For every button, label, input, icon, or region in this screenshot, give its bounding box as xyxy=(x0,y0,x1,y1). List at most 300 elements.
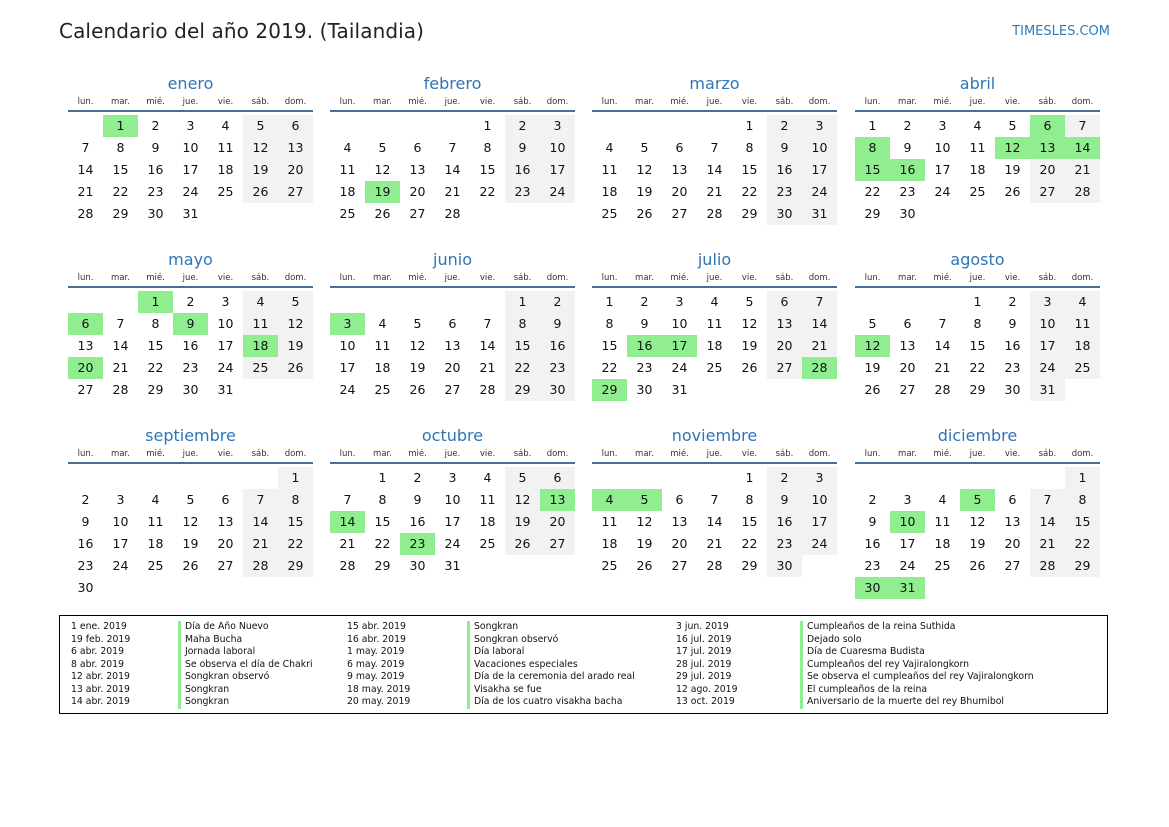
weekday-label: mar. xyxy=(373,97,392,107)
day-cell: 17 xyxy=(899,536,916,551)
legend-item xyxy=(347,646,635,659)
empty-cell xyxy=(138,467,173,489)
day-cell: 24 xyxy=(444,536,461,551)
day-cell: 12 xyxy=(741,316,758,331)
empty-cell xyxy=(662,115,697,137)
month-title: enero xyxy=(167,74,214,93)
weekday-label: vie. xyxy=(217,449,234,459)
day-cell: 30 xyxy=(77,580,94,595)
legend-date: 16 jul. 2019 xyxy=(676,633,732,645)
day-cell: 6 xyxy=(1008,492,1017,507)
day-cell: 7 xyxy=(116,316,125,331)
day-cell: 28 xyxy=(1030,555,1065,577)
day-cell: 7 xyxy=(1065,115,1100,137)
holiday-day-cell: 18 xyxy=(243,335,278,357)
day-cell: 27 xyxy=(671,558,688,573)
legend-holiday-name: Se observa el día de Chakri xyxy=(178,659,313,672)
day-cell: 20 xyxy=(540,511,575,533)
day-cell: 31 xyxy=(802,203,837,225)
day-cell: 29 xyxy=(147,382,164,397)
day-cell: 19 xyxy=(278,335,313,357)
holiday-day-cell: 12 xyxy=(855,335,890,357)
weekday-label: lun. xyxy=(864,273,881,283)
day-cell: 17 xyxy=(540,159,575,181)
day-cell: 24 xyxy=(1030,357,1065,379)
weekday-label: vie. xyxy=(479,273,496,283)
legend-item xyxy=(676,634,1034,647)
legend-holiday-name: Día de Cuaresma Budista xyxy=(800,646,925,659)
weekday-label: vie. xyxy=(217,273,234,283)
header-rule xyxy=(855,286,1100,288)
day-cell: 23 xyxy=(182,360,199,375)
day-grid xyxy=(855,467,1100,599)
day-cell: 30 xyxy=(182,382,199,397)
day-cell: 6 xyxy=(448,316,457,331)
day-cell: 23 xyxy=(636,360,653,375)
day-cell: 4 xyxy=(938,492,947,507)
legend-holiday-name: El cumpleaños de la reina xyxy=(800,684,927,697)
holiday-day-cell: 20 xyxy=(68,357,103,379)
day-cell: 16 xyxy=(864,536,881,551)
weekday-label: mié. xyxy=(146,273,165,283)
weekday-label: jue. xyxy=(182,273,199,283)
day-cell: 25 xyxy=(601,558,618,573)
weekday-label: mié. xyxy=(670,449,689,459)
day-cell: 27 xyxy=(77,382,94,397)
day-cell: 13 xyxy=(444,338,461,353)
day-cell: 9 xyxy=(868,514,877,529)
day-cell: 4 xyxy=(243,291,278,313)
day-cell: 20 xyxy=(444,360,461,375)
day-cell: 13 xyxy=(671,162,688,177)
day-grid xyxy=(330,467,575,577)
legend-item xyxy=(71,684,313,697)
month-title: agosto xyxy=(950,250,1005,269)
holiday-day-cell: 8 xyxy=(855,137,890,159)
legend-item xyxy=(71,646,313,659)
day-cell: 24 xyxy=(112,558,129,573)
day-cell: 3 xyxy=(448,470,457,485)
day-cell: 21 xyxy=(802,335,837,357)
day-cell: 28 xyxy=(934,382,951,397)
day-cell: 22 xyxy=(147,360,164,375)
day-cell: 15 xyxy=(969,338,986,353)
weekday-label: jue. xyxy=(706,273,723,283)
legend-date: 29 jul. 2019 xyxy=(676,671,732,682)
month-mayo xyxy=(68,249,313,401)
day-cell: 15 xyxy=(505,335,540,357)
empty-cell xyxy=(662,467,697,489)
weekday-label: lun. xyxy=(601,97,618,107)
day-cell: 14 xyxy=(934,338,951,353)
legend-date: 20 may. 2019 xyxy=(347,696,411,707)
day-cell: 5 xyxy=(640,140,649,155)
day-cell: 22 xyxy=(864,184,881,199)
day-cell: 11 xyxy=(706,316,723,331)
legend-holiday-name: Jornada laboral xyxy=(178,646,255,659)
day-cell: 26 xyxy=(505,533,540,555)
legend-date: 17 jul. 2019 xyxy=(676,646,732,657)
day-cell: 2 xyxy=(767,115,802,137)
month-title: noviembre xyxy=(671,426,758,445)
holiday-legend xyxy=(59,615,1108,714)
weekday-label: vie. xyxy=(741,449,758,459)
day-cell: 6 xyxy=(767,291,802,313)
holiday-day-cell: 31 xyxy=(890,577,925,599)
day-cell: 19 xyxy=(864,360,881,375)
empty-cell xyxy=(592,115,627,137)
day-cell: 21 xyxy=(1030,533,1065,555)
legend-item xyxy=(347,671,635,684)
holiday-day-cell: 5 xyxy=(627,489,662,511)
day-grid xyxy=(855,115,1100,225)
day-cell: 3 xyxy=(802,467,837,489)
weekday-label: sáb. xyxy=(775,273,794,283)
day-cell: 22 xyxy=(374,536,391,551)
day-cell: 3 xyxy=(221,294,230,309)
empty-cell xyxy=(697,115,732,137)
day-cell: 25 xyxy=(706,360,723,375)
weekday-label: mié. xyxy=(670,97,689,107)
weekday-label: vie. xyxy=(217,97,234,107)
legend-holiday-name: Dejado solo xyxy=(800,634,862,647)
day-cell: 3 xyxy=(938,118,947,133)
holiday-day-cell: 1 xyxy=(103,115,138,137)
weekday-label: vie. xyxy=(1004,449,1021,459)
day-cell: 7 xyxy=(343,492,352,507)
day-cell: 9 xyxy=(540,313,575,335)
day-cell: 2 xyxy=(540,291,575,313)
day-cell: 26 xyxy=(636,558,653,573)
legend-item xyxy=(71,621,313,634)
day-cell: 11 xyxy=(339,162,356,177)
day-cell: 10 xyxy=(1030,313,1065,335)
day-cell: 17 xyxy=(112,536,129,551)
empty-cell xyxy=(400,115,435,137)
day-cell: 4 xyxy=(221,118,230,133)
weekday-label: mié. xyxy=(933,273,952,283)
legend-holiday-name: Vacaciones especiales xyxy=(467,659,578,672)
day-cell: 8 xyxy=(605,316,614,331)
day-cell: 15 xyxy=(1065,511,1100,533)
day-cell: 22 xyxy=(112,184,129,199)
weekday-label: vie. xyxy=(741,273,758,283)
day-cell: 30 xyxy=(767,203,802,225)
day-cell: 30 xyxy=(147,206,164,221)
legend-item xyxy=(676,684,1034,697)
day-grid xyxy=(592,115,837,225)
day-cell: 26 xyxy=(1004,184,1021,199)
day-cell: 17 xyxy=(802,159,837,181)
weekday-label: dom. xyxy=(284,273,307,283)
day-cell: 21 xyxy=(339,536,356,551)
empty-cell xyxy=(592,467,627,489)
legend-date: 12 ago. 2019 xyxy=(676,683,738,695)
legend-item xyxy=(676,671,1034,684)
legend-date: 8 abr. 2019 xyxy=(71,658,125,670)
day-cell: 25 xyxy=(934,558,951,573)
day-cell: 27 xyxy=(1004,558,1021,573)
day-cell: 13 xyxy=(409,162,426,177)
day-cell: 2 xyxy=(413,470,422,485)
holiday-day-cell: 16 xyxy=(890,159,925,181)
day-cell: 10 xyxy=(112,514,129,529)
day-cell: 4 xyxy=(973,118,982,133)
month-title: julio xyxy=(697,250,732,269)
legend-holiday-name: Día de Año Nuevo xyxy=(178,621,269,634)
day-cell: 16 xyxy=(182,338,199,353)
day-cell: 24 xyxy=(540,181,575,203)
day-cell: 18 xyxy=(601,184,618,199)
weekday-label: sáb. xyxy=(251,273,270,283)
day-cell: 27 xyxy=(278,181,313,203)
day-cell: 3 xyxy=(903,492,912,507)
month-octubre xyxy=(330,425,575,577)
day-cell: 23 xyxy=(147,184,164,199)
legend-item xyxy=(71,634,313,647)
day-cell: 7 xyxy=(243,489,278,511)
holiday-day-cell: 3 xyxy=(330,313,365,335)
day-cell: 10 xyxy=(934,140,951,155)
legend-item xyxy=(347,696,635,709)
day-cell: 25 xyxy=(217,184,234,199)
legend-holiday-name: Se observa el cumpleaños del rey Vajiralongkorn xyxy=(800,671,1034,684)
day-cell: 5 xyxy=(1008,118,1017,133)
day-grid xyxy=(592,291,837,401)
legend-holiday-name: Maha Bucha xyxy=(178,634,242,647)
day-cell: 4 xyxy=(605,140,614,155)
weekday-label: dom. xyxy=(808,97,831,107)
day-cell: 23 xyxy=(767,181,802,203)
day-cell: 11 xyxy=(479,492,496,507)
day-cell: 8 xyxy=(151,316,160,331)
day-grid xyxy=(330,291,575,401)
legend-holiday-name: Cumpleaños del rey Vajiralongkorn xyxy=(800,659,969,672)
empty-cell xyxy=(243,467,278,489)
day-cell: 24 xyxy=(671,360,688,375)
day-cell: 26 xyxy=(969,558,986,573)
legend-item xyxy=(347,684,635,697)
weekday-label: jue. xyxy=(182,97,199,107)
month-febrero xyxy=(330,73,575,225)
holiday-day-cell: 19 xyxy=(365,181,400,203)
day-cell: 1 xyxy=(973,294,982,309)
weekday-label: dom. xyxy=(284,449,307,459)
day-cell: 30 xyxy=(767,555,802,577)
day-cell: 16 xyxy=(505,159,540,181)
day-cell: 19 xyxy=(243,159,278,181)
empty-cell xyxy=(330,467,365,489)
day-cell: 16 xyxy=(540,335,575,357)
day-cell: 29 xyxy=(969,382,986,397)
day-cell: 20 xyxy=(671,184,688,199)
legend-holiday-name: Songkran observó xyxy=(178,671,269,684)
empty-cell xyxy=(855,467,890,489)
weekday-label: vie. xyxy=(741,97,758,107)
day-cell: 18 xyxy=(339,184,356,199)
day-cell: 13 xyxy=(1004,514,1021,529)
day-cell: 5 xyxy=(378,140,387,155)
day-cell: 20 xyxy=(767,335,802,357)
holiday-day-cell: 5 xyxy=(960,489,995,511)
day-cell: 17 xyxy=(802,511,837,533)
legend-date: 1 may. 2019 xyxy=(347,646,405,657)
header-rule xyxy=(330,286,575,288)
day-cell: 8 xyxy=(745,492,754,507)
weekday-header xyxy=(855,96,1100,109)
day-cell: 15 xyxy=(479,162,496,177)
legend-item xyxy=(676,659,1034,672)
weekday-header xyxy=(68,448,313,461)
day-cell: 22 xyxy=(278,533,313,555)
day-cell: 20 xyxy=(671,536,688,551)
day-cell: 11 xyxy=(217,140,234,155)
day-cell: 19 xyxy=(636,536,653,551)
day-grid xyxy=(330,115,575,225)
empty-cell xyxy=(435,115,470,137)
day-cell: 18 xyxy=(706,338,723,353)
day-cell: 6 xyxy=(675,140,684,155)
day-cell: 11 xyxy=(147,514,164,529)
month-marzo xyxy=(592,73,837,225)
legend-date: 13 abr. 2019 xyxy=(71,683,130,695)
day-cell: 9 xyxy=(413,492,422,507)
weekday-label: dom. xyxy=(546,97,569,107)
day-cell: 10 xyxy=(671,316,688,331)
day-cell: 24 xyxy=(899,558,916,573)
day-cell: 19 xyxy=(636,184,653,199)
legend-date: 16 abr. 2019 xyxy=(347,633,406,645)
weekday-header xyxy=(330,96,575,109)
legend-date: 1 ene. 2019 xyxy=(71,621,127,632)
header-rule xyxy=(68,110,313,112)
weekday-label: mar. xyxy=(111,449,130,459)
weekday-label: mar. xyxy=(898,97,917,107)
weekday-header xyxy=(592,272,837,285)
day-cell: 13 xyxy=(217,514,234,529)
weekday-label: dom. xyxy=(808,449,831,459)
month-septiembre xyxy=(68,425,313,599)
legend-holiday-name: Songkran xyxy=(178,696,229,709)
day-cell: 8 xyxy=(378,492,387,507)
holiday-day-cell: 9 xyxy=(173,313,208,335)
weekday-label: mar. xyxy=(373,273,392,283)
day-cell: 20 xyxy=(899,360,916,375)
day-cell: 27 xyxy=(217,558,234,573)
day-grid xyxy=(68,467,313,599)
day-cell: 15 xyxy=(112,162,129,177)
day-cell: 2 xyxy=(1008,294,1017,309)
day-cell: 3 xyxy=(116,492,125,507)
day-cell: 29 xyxy=(505,379,540,401)
day-cell: 21 xyxy=(444,184,461,199)
weekday-label: sáb. xyxy=(513,97,532,107)
day-cell: 6 xyxy=(675,492,684,507)
day-cell: 7 xyxy=(710,140,719,155)
legend-date: 14 abr. 2019 xyxy=(71,696,130,707)
empty-cell xyxy=(960,467,995,489)
legend-column xyxy=(676,621,1034,709)
weekday-header xyxy=(330,272,575,285)
day-cell: 10 xyxy=(339,338,356,353)
weekday-header xyxy=(592,96,837,109)
weekday-header xyxy=(855,448,1100,461)
day-cell: 28 xyxy=(77,206,94,221)
day-cell: 11 xyxy=(601,162,618,177)
weekday-label: mié. xyxy=(408,449,427,459)
day-cell: 22 xyxy=(969,360,986,375)
day-cell: 11 xyxy=(243,313,278,335)
weekday-label: jue. xyxy=(969,273,986,283)
day-cell: 19 xyxy=(182,536,199,551)
empty-cell xyxy=(68,291,103,313)
day-cell: 1 xyxy=(745,118,754,133)
weekday-label: jue. xyxy=(182,449,199,459)
day-cell: 11 xyxy=(934,514,951,529)
empty-cell xyxy=(697,467,732,489)
day-cell: 14 xyxy=(243,511,278,533)
day-cell: 23 xyxy=(77,558,94,573)
day-cell: 17 xyxy=(217,338,234,353)
holiday-day-cell: 16 xyxy=(627,335,662,357)
weekday-label: mar. xyxy=(111,273,130,283)
day-cell: 4 xyxy=(710,294,719,309)
day-cell: 16 xyxy=(767,159,802,181)
holiday-day-cell: 28 xyxy=(802,357,837,379)
weekday-label: sáb. xyxy=(1038,97,1057,107)
weekday-label: dom. xyxy=(546,449,569,459)
day-cell: 28 xyxy=(112,382,129,397)
day-grid xyxy=(592,467,837,577)
day-cell: 13 xyxy=(767,313,802,335)
day-cell: 27 xyxy=(444,382,461,397)
day-cell: 8 xyxy=(483,140,492,155)
weekday-header xyxy=(330,448,575,461)
weekday-label: dom. xyxy=(284,97,307,107)
day-cell: 7 xyxy=(483,316,492,331)
legend-item xyxy=(71,696,313,709)
legend-item xyxy=(347,659,635,672)
day-cell: 30 xyxy=(1004,382,1021,397)
legend-holiday-name: Día laboral xyxy=(467,646,524,659)
day-cell: 7 xyxy=(710,492,719,507)
day-cell: 11 xyxy=(374,338,391,353)
day-cell: 7 xyxy=(802,291,837,313)
day-cell: 10 xyxy=(182,140,199,155)
day-cell: 31 xyxy=(444,558,461,573)
legend-item xyxy=(347,634,635,647)
header-rule xyxy=(330,110,575,112)
day-cell: 10 xyxy=(444,492,461,507)
day-cell: 14 xyxy=(77,162,94,177)
day-cell: 25 xyxy=(969,184,986,199)
day-cell: 26 xyxy=(741,360,758,375)
day-cell: 25 xyxy=(339,206,356,221)
day-cell: 5 xyxy=(186,492,195,507)
day-cell: 21 xyxy=(1065,159,1100,181)
weekday-label: lun. xyxy=(601,449,618,459)
day-cell: 26 xyxy=(636,206,653,221)
day-cell: 5 xyxy=(413,316,422,331)
day-cell: 14 xyxy=(706,514,723,529)
day-cell: 12 xyxy=(505,489,540,511)
day-cell: 23 xyxy=(864,558,881,573)
day-cell: 6 xyxy=(221,492,230,507)
site-link[interactable]: TIMESLES.COM xyxy=(1012,24,1110,39)
day-cell: 24 xyxy=(339,382,356,397)
day-cell: 22 xyxy=(741,184,758,199)
day-cell: 25 xyxy=(1065,357,1100,379)
